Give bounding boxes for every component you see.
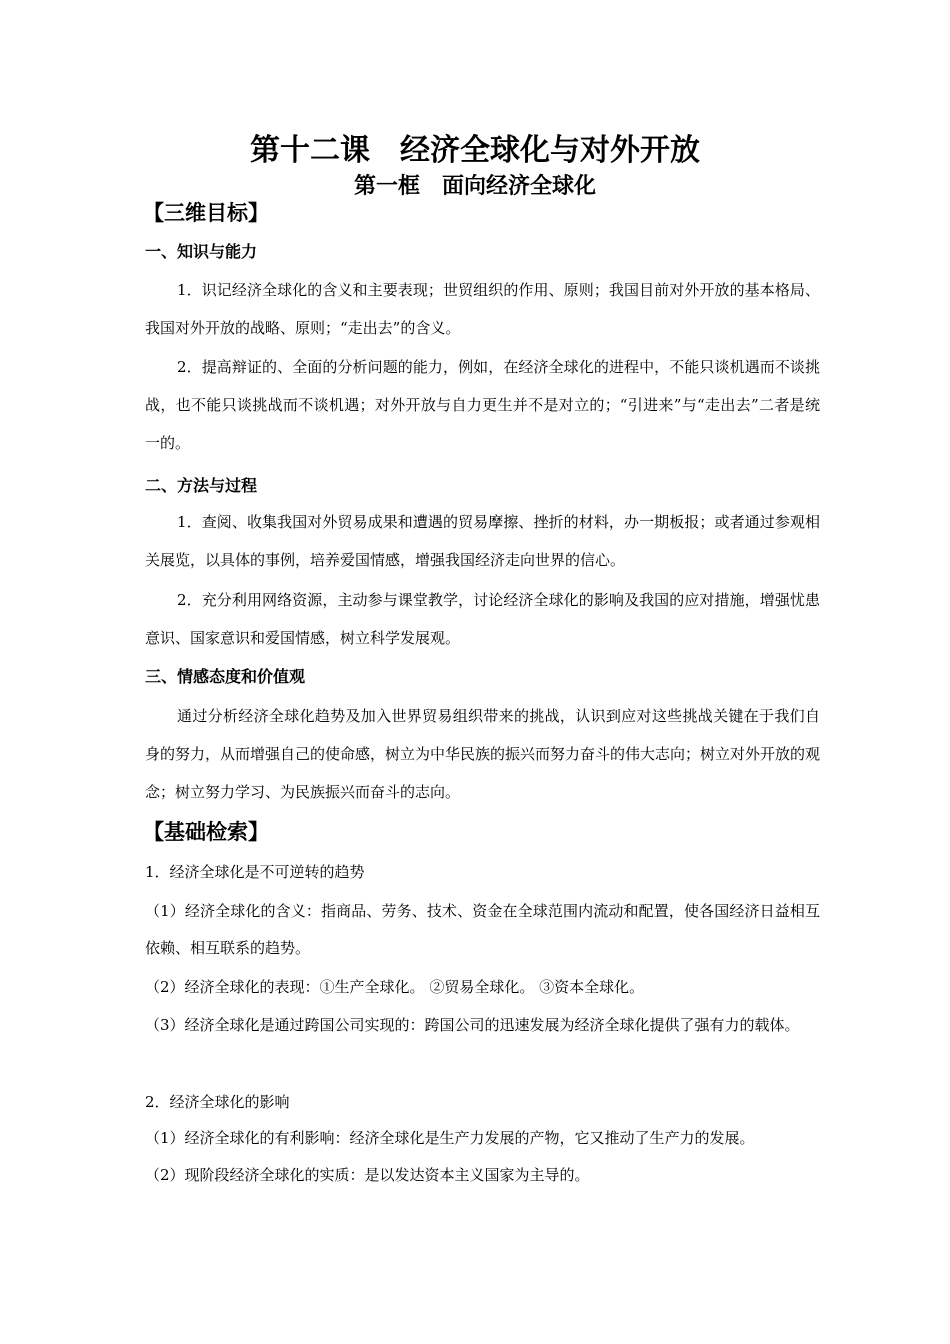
basics-item-2: 2．经济全球化的影响 <box>145 1093 290 1111</box>
goals-heading: 【三维目标】 <box>143 201 269 225</box>
knowledge-ability-paragraph-1: 1．识记经济全球化的含义和主要表现；世贸组织的作用、原则；我国目前对外开放的基本格局、我国对外开放的战略、原则；“走出去”的含义。 <box>145 281 820 337</box>
method-process-paragraph-2: 2．充分利用网络资源，主动参与课堂教学，讨论经济全球化的影响及我国的应对措施，增强忧患意识、国家意识和爱国情感，树立科学发展观。 <box>145 591 820 647</box>
section-subtitle: 第一框 面向经济全球化 <box>353 174 596 199</box>
emotion-values-heading: 三、情感态度和价值观 <box>145 667 306 686</box>
basics-item-2a: （1）经济全球化的有利影响：经济全球化是生产力发展的产物，它又推动了生产力的发展。 <box>145 1129 755 1147</box>
method-process-paragraph-1: 1．查阅、收集我国对外贸易成果和遭遇的贸易摩擦、挫折的材料，办一期板报；或者通过参观相关展览，以具体的事例，培养爱国情感，增强我国经济走向世界的信心。 <box>145 513 820 569</box>
knowledge-ability-heading: 一、知识与能力 <box>145 242 258 261</box>
lesson-title: 第十二课 经济全球化与对外开放 <box>250 133 700 168</box>
emotion-values-paragraph: 通过分析经济全球化趋势及加入世界贸易组织带来的挑战，认识到应对这些挑战关键在于我们自身的努力，从而增强自己的使命感，树立为中华民族的振兴而努力奋斗的伟大志向；树立对外开放的观念；树立努力学习、为民族振兴而奋斗的志向。 <box>145 707 821 801</box>
method-process-heading: 二、方法与过程 <box>145 476 258 495</box>
basics-item-1b: （2）经济全球化的表现：①生产全球化。 ②贸易全球化。 ③资本全球化。 <box>145 978 645 996</box>
knowledge-ability-paragraph-2: 2．提高辩证的、全面的分析问题的能力，例如，在经济全球化的进程中，不能只谈机遇而不谈挑战，也不能只谈挑战而不谈机遇；对外开放与自力更生并不是对立的；“引进来”与“走出去”二者是统一的。 <box>145 358 820 452</box>
basics-item-2b: （2）现阶段经济全球化的实质：是以发达资本主义国家为主导的。 <box>145 1166 590 1184</box>
basics-item-1a: （1）经济全球化的含义：指商品、劳务、技术、资金在全球范围内流动和配置，使各国经济日益相互依赖、相互联系的趋势。 <box>145 902 820 957</box>
basics-item-1c: （3）经济全球化是通过跨国公司实现的：跨国公司的迅速发展为经济全球化提供了强有力的载体。 <box>145 1016 800 1034</box>
basics-heading: 【基础检索】 <box>143 820 269 844</box>
basics-item-1: 1．经济全球化是不可逆转的趋势 <box>145 863 365 881</box>
